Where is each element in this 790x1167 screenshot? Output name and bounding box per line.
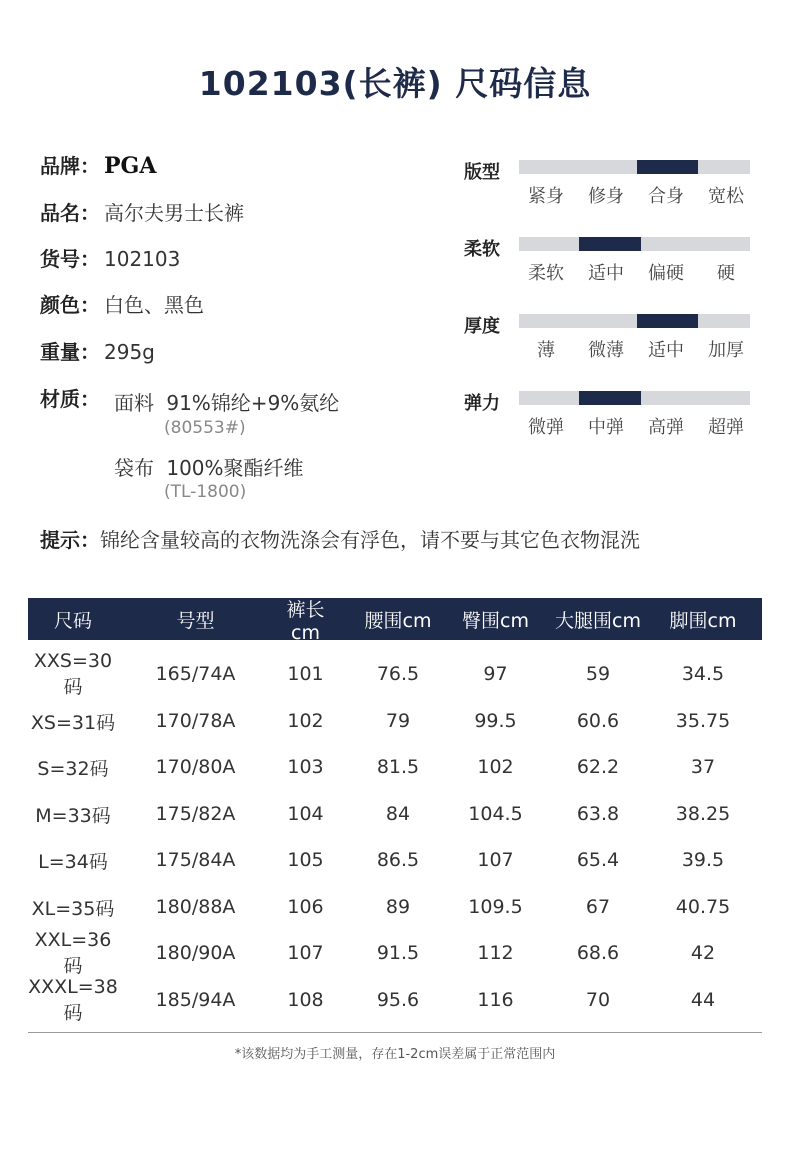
table-cell: 79 [385,710,411,732]
scale-options [516,336,756,362]
scale-label: 柔软 [464,239,500,260]
table-cell: 170/78A [155,710,236,732]
table-cell: 38.25 [675,803,731,825]
table-row [28,744,762,790]
scale-option: 适中 [648,340,684,361]
scale-option: 紧身 [528,186,564,207]
table-cell: XXS=30码 [33,649,113,698]
color-key: 颜色： [40,293,100,317]
table-cell: 170/80A [155,756,236,778]
scale-option: 合身 [648,186,684,207]
table-cell: 81.5 [376,756,420,778]
table-cell: 104.5 [468,803,523,825]
scale-option: 中弹 [588,417,624,438]
table-cell: 175/82A [155,803,236,825]
table-cell: 63.8 [576,803,620,825]
measurement-note: *该数据均为手工测量，存在1-2cm误差属于正常范围内 [234,1047,556,1062]
header-cell: 号型 [176,609,215,632]
table-cell: 40.75 [675,896,731,918]
weight-key: 重量： [40,340,100,364]
scale-fill [637,314,699,328]
table-row [28,651,762,697]
sku-key: 货号： [40,247,100,271]
table-cell: S=32码 [37,757,109,780]
scale-fill [579,391,641,405]
table-cell: XS=31码 [30,711,116,734]
fabric-label: 面料 [114,391,154,415]
table-cell: 39.5 [681,849,725,871]
size-table-header [28,598,762,644]
table-cell: 104 [287,803,324,825]
scale-options [516,182,756,208]
table-cell: 101 [287,663,324,685]
table-cell: 84 [385,803,411,825]
table-cell: 65.4 [576,849,620,871]
care-tip [40,524,640,553]
scale-option: 超弹 [708,417,744,438]
table-cell: 37 [690,756,716,778]
scale-option: 宽松 [708,186,744,207]
header-cell: 尺码 [53,609,92,632]
table-cell: 116 [477,989,514,1011]
table-cell: 60.6 [576,710,620,732]
table-cell: 180/88A [155,896,236,918]
table-cell: 97 [483,663,508,685]
table-cell: 35.75 [675,710,731,732]
scale-bar [519,391,750,405]
table-cell: 70 [585,989,611,1011]
table-cell: XL=35码 [31,897,115,920]
table-cell: XXXL=38码 [28,975,118,1024]
table-cell: 86.5 [376,849,420,871]
table-cell: 95.6 [376,989,420,1011]
table-row [28,791,762,837]
table-cell: 102 [287,710,324,732]
table-cell: 105 [287,849,324,871]
table-row [28,930,762,976]
color-value: 白色、黑色 [104,293,204,317]
table-cell: 68.6 [576,942,620,964]
scale-option: 加厚 [708,340,744,361]
table-row [28,698,762,744]
header-cell: 腰围cm [364,609,432,632]
pocket-row [114,452,304,481]
page-title: 102103(长裤) 尺码信息 [198,64,592,103]
scale-bar [519,314,750,328]
scale-label: 厚度 [464,316,500,337]
table-cell: 102 [477,756,514,778]
scale-option: 高弹 [648,417,684,438]
table-cell: 185/94A [155,989,236,1011]
table-cell: 99.5 [474,710,517,732]
info-material [40,387,100,411]
table-cell: 180/90A [155,942,236,964]
name-key: 品名： [40,201,100,225]
table-cell: 112 [477,942,514,964]
scale-option: 修身 [588,186,624,207]
weight-value: 295g [104,340,155,364]
table-cell: M=33码 [35,804,111,827]
table-cell: 109.5 [468,896,523,918]
scale-options [516,413,756,439]
info-weight [40,340,155,364]
table-cell: 165/74A [155,663,236,685]
table-cell: 91.5 [376,942,420,964]
scale-bar [519,237,750,251]
tip-key: 提示： [40,528,100,552]
scale-fill [637,160,699,174]
brand-logo: PGA [104,153,157,179]
table-row [28,884,762,930]
scale-option: 适中 [588,263,624,284]
material-key: 材质： [40,387,100,411]
table-cell: 76.5 [376,663,420,685]
info-name [40,201,244,225]
header-cell: 裤长cm [286,598,325,644]
scale-label: 弹力 [464,393,500,414]
info-brand [40,154,156,178]
table-cell: 103 [287,756,324,778]
table-cell: 42 [690,942,716,964]
header-cell: 大腿围cm [555,609,641,632]
scale-option: 微弹 [528,417,564,438]
fabric-code: (80553#) [164,418,246,438]
table-cell: 34.5 [681,663,725,685]
table-cell: 175/84A [155,849,236,871]
table-cell: 107 [287,942,324,964]
table-cell: 89 [385,896,411,918]
tip-text: 锦纶含量较高的衣物洗涤会有浮色，请不要与其它色衣物混洗 [100,528,640,552]
table-cell: 59 [585,663,611,685]
fabric-value: 91%锦纶+9%氨纶 [166,391,340,415]
pocket-label: 袋布 [114,456,154,480]
brand-key: 品牌： [40,154,100,178]
table-bottom-divider [28,1032,762,1033]
table-cell: 67 [585,896,611,918]
table-row [28,977,762,1023]
scale-option: 偏硬 [648,263,684,284]
name-value: 高尔夫男士长裤 [104,201,244,225]
info-sku [40,247,180,271]
pocket-value: 100%聚酯纤维 [166,456,304,480]
scale-option: 微薄 [588,340,624,361]
table-cell: XXL=36码 [34,928,112,977]
table-cell: 108 [287,989,324,1011]
scale-option: 柔软 [528,263,564,284]
header-cell: 臀围cm [462,609,529,632]
pocket-code: (TL-1800) [164,482,247,502]
scale-label: 版型 [464,162,500,183]
info-color [40,293,204,317]
table-cell: L=34码 [38,850,108,873]
table-cell: 107 [477,849,514,871]
table-cell: 44 [690,989,716,1011]
header-cell: 脚围cm [669,609,737,632]
sku-value: 102103 [104,247,181,271]
scale-option: 硬 [717,263,735,284]
scale-option: 薄 [537,340,555,361]
fabric-row [114,387,339,416]
scale-fill [579,237,641,251]
table-row [28,837,762,883]
table-cell: 62.2 [576,756,620,778]
scale-bar [519,160,750,174]
scale-options [516,259,756,285]
table-cell: 106 [287,896,324,918]
